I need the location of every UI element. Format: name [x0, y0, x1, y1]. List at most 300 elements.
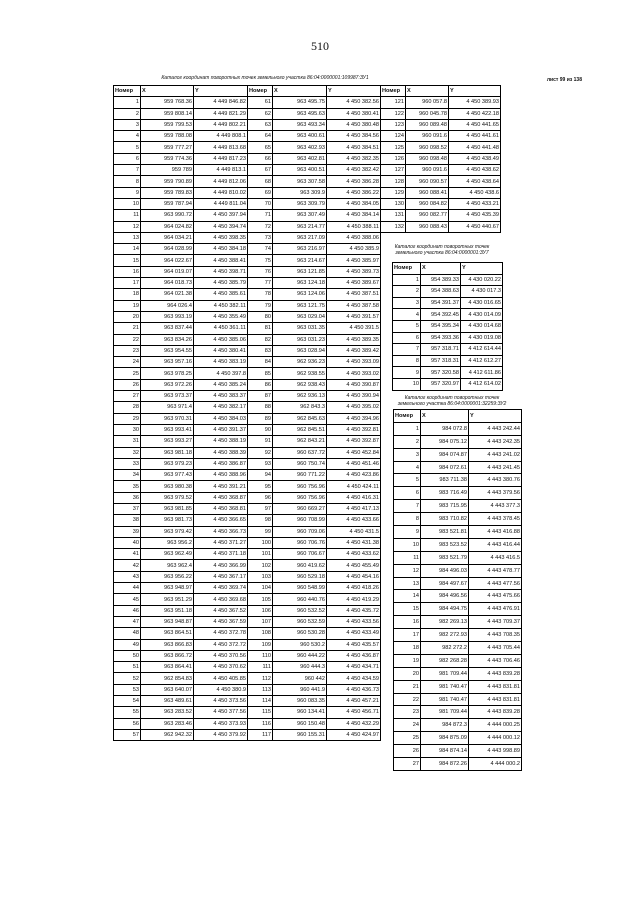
- x-coordinate: 960 134.41: [273, 707, 327, 718]
- x-coordinate: 963 031.23: [273, 334, 327, 345]
- x-coordinate: 962 938.55: [273, 368, 327, 379]
- y-coordinate: 4 450 367.59: [194, 616, 248, 627]
- x-coordinate: 983 710.82: [421, 513, 469, 526]
- x-coordinate: 960 530.2: [273, 639, 327, 650]
- y-coordinate: 4 450 386.87: [194, 458, 248, 469]
- point-number: 27: [394, 758, 421, 771]
- x-coordinate: 963 402.81: [273, 153, 327, 164]
- point-number: 1: [114, 97, 141, 108]
- point-number: 71: [248, 210, 273, 221]
- point-number: 24: [114, 357, 141, 368]
- y-coordinate: 4 412 614.02: [461, 378, 503, 390]
- point-number: 32: [114, 447, 141, 458]
- x-coordinate: 963 493.34: [273, 119, 327, 130]
- x-coordinate: 984 496.56: [421, 590, 469, 603]
- point-number: 84: [248, 357, 273, 368]
- x-coordinate: 982 269.13: [421, 616, 469, 629]
- y-coordinate: 4 450 382.35: [327, 153, 381, 164]
- point-number: 10: [393, 378, 421, 390]
- point-number: 116: [248, 718, 273, 729]
- point-number: 6: [114, 153, 141, 164]
- y-coordinate: 4 450 424.97: [327, 729, 381, 740]
- y-coordinate: 4 450 385.79: [194, 278, 248, 289]
- x-coordinate: 963 972.26: [141, 379, 194, 390]
- y-coordinate: 4 450 419.29: [327, 594, 381, 605]
- table-row: [394, 500, 522, 513]
- table-row: [394, 551, 522, 564]
- y-coordinate: 4 450 433.21: [449, 198, 501, 209]
- point-number: 75: [248, 255, 273, 266]
- table3-caption-line2: земельного участка 86:04:0000001:32259:ЗУ2: [397, 401, 507, 408]
- table-row: [394, 564, 522, 577]
- x-coordinate: 963 971.4: [141, 402, 194, 413]
- point-number: 45: [114, 594, 141, 605]
- y-coordinate: 4 450 355.49: [194, 311, 248, 322]
- x-coordinate: 981 709.44: [421, 706, 469, 719]
- y-coordinate: 4 449 810.02: [194, 187, 248, 198]
- x-coordinate: 963 124.18: [273, 278, 327, 289]
- table-row: [114, 97, 501, 108]
- y-coordinate: 4 450 388.41: [194, 255, 248, 266]
- y-coordinate: 4 450 382.56: [327, 97, 381, 108]
- table-row: [394, 487, 522, 500]
- y-coordinate: 4 450 433.49: [327, 628, 381, 639]
- y-coordinate: 4 450 389.73: [327, 266, 381, 277]
- point-number: 101: [248, 549, 273, 560]
- table-row: [394, 693, 522, 706]
- y-coordinate: 4 450 389.93: [449, 97, 501, 108]
- point-number: 3: [114, 119, 141, 130]
- point-number: 20: [394, 667, 421, 680]
- x-coordinate: 963 214.77: [273, 221, 327, 232]
- point-number: 16: [394, 616, 421, 629]
- table-row: [393, 274, 503, 286]
- x-coordinate: 962 843.3: [273, 402, 327, 413]
- y-coordinate: 4 450 389.42: [327, 345, 381, 356]
- point-number: 7: [114, 165, 141, 176]
- point-number: 42: [114, 560, 141, 571]
- point-number: 15: [394, 603, 421, 616]
- table-row: [393, 332, 503, 344]
- y-coordinate: 4 450 380.41: [327, 108, 381, 119]
- point-number: 98: [248, 515, 273, 526]
- y-coordinate: 4 450 370.56: [194, 650, 248, 661]
- point-number: 108: [248, 628, 273, 639]
- point-number: 9: [393, 367, 421, 379]
- table3-caption-line1: Каталог координат поворотных точек: [404, 395, 500, 401]
- x-coordinate: 960 706.67: [273, 549, 327, 560]
- x-coordinate: 960 756.96: [273, 492, 327, 503]
- y-coordinate: 4 450 405.85: [194, 673, 248, 684]
- point-number: 126: [381, 153, 406, 164]
- y-coordinate: 4 450 452.84: [327, 447, 381, 458]
- y-coordinate: 4 450 433.62: [327, 549, 381, 560]
- point-number: 27: [114, 391, 141, 402]
- x-coordinate: 957 320.58: [421, 367, 461, 379]
- point-number: 17: [394, 629, 421, 642]
- point-number: 57: [114, 729, 141, 740]
- point-number: 1: [394, 422, 421, 435]
- x-coordinate: 984 075.12: [421, 435, 469, 448]
- y-coordinate: 4 450 385.97: [327, 255, 381, 266]
- y-coordinate: 4 450 433.66: [327, 515, 381, 526]
- table2-caption: [372, 244, 512, 257]
- x-coordinate: 960 084.82: [406, 198, 449, 209]
- y-coordinate: 4 443 475.66: [469, 590, 522, 603]
- x-coordinate: 954 389.33: [421, 274, 461, 286]
- header-y: Y: [327, 86, 381, 97]
- x-coordinate: 960 756.96: [273, 481, 327, 492]
- table-row: [394, 680, 522, 693]
- table2-caption-line2: земельного участка 86:04:0000001:ЗУ7: [395, 250, 489, 257]
- y-coordinate: 4 450 380.41: [194, 345, 248, 356]
- y-coordinate: 4 450 377.56: [194, 707, 248, 718]
- point-number: 106: [248, 605, 273, 616]
- x-coordinate: 963 495.75: [273, 97, 327, 108]
- x-coordinate: 963 993.41: [141, 424, 194, 435]
- point-number: 93: [248, 458, 273, 469]
- x-coordinate: 960 529.18: [273, 571, 327, 582]
- point-number: 78: [248, 289, 273, 300]
- table3-caption: [382, 395, 522, 408]
- point-number: 5: [394, 474, 421, 487]
- y-coordinate: 4 450 392.87: [327, 436, 381, 447]
- point-number: 41: [114, 549, 141, 560]
- header-num: Номер: [381, 86, 406, 97]
- point-number: 22: [394, 693, 421, 706]
- x-coordinate: 963 402.93: [273, 142, 327, 153]
- y-coordinate: 4 449 813.1: [194, 165, 248, 176]
- x-coordinate: 963 400.61: [273, 131, 327, 142]
- x-coordinate: 960 442: [273, 673, 327, 684]
- y-coordinate: 4 450 392.81: [327, 424, 381, 435]
- point-number: 34: [114, 470, 141, 481]
- table-row: [114, 187, 501, 198]
- y-coordinate: 4 450 384.18: [194, 244, 248, 255]
- x-coordinate: 963 028.94: [273, 345, 327, 356]
- x-coordinate: 963 979.42: [141, 526, 194, 537]
- x-coordinate: 959 774.36: [141, 153, 194, 164]
- x-coordinate: 983 521.79: [421, 551, 469, 564]
- point-number: 110: [248, 650, 273, 661]
- table-row: [394, 422, 522, 435]
- y-coordinate: 4 450 454.16: [327, 571, 381, 582]
- point-number: 11: [114, 210, 141, 221]
- x-coordinate: 982 272.93: [421, 629, 469, 642]
- x-coordinate: 963 283.46: [141, 718, 194, 729]
- x-coordinate: 954 391.37: [421, 297, 461, 309]
- y-coordinate: 4 444 000.2: [469, 758, 522, 771]
- y-coordinate: 4 450 369.68: [194, 594, 248, 605]
- table-row: [393, 309, 503, 321]
- x-coordinate: 984 872.26: [421, 758, 469, 771]
- point-number: 2: [393, 286, 421, 298]
- y-coordinate: 4 450 394.74: [194, 221, 248, 232]
- x-coordinate: 964 024.82: [141, 221, 194, 232]
- x-coordinate: 963 981.73: [141, 515, 194, 526]
- point-number: 88: [248, 402, 273, 413]
- x-coordinate: 963 866.83: [141, 639, 194, 650]
- y-coordinate: 4 450 441.61: [449, 131, 501, 142]
- point-number: 3: [394, 448, 421, 461]
- point-number: 87: [248, 391, 273, 402]
- y-coordinate: 4 443 416.88: [469, 526, 522, 539]
- y-coordinate: 4 430 014.68: [461, 320, 503, 332]
- y-coordinate: 4 450 391.37: [194, 424, 248, 435]
- point-number: 86: [248, 379, 273, 390]
- point-number: 39: [114, 526, 141, 537]
- y-coordinate: 4 450 434.59: [327, 673, 381, 684]
- header-y: Y: [194, 86, 248, 97]
- x-coordinate: 963 214.67: [273, 255, 327, 266]
- y-coordinate: 4 412 611.86: [461, 367, 503, 379]
- y-coordinate: 4 449 812.06: [194, 176, 248, 187]
- y-coordinate: 4 450 395.02: [327, 402, 381, 413]
- y-coordinate: 4 443 478.77: [469, 564, 522, 577]
- point-number: 11: [394, 551, 421, 564]
- point-number: 4: [393, 309, 421, 321]
- x-coordinate: 960 089.48: [406, 119, 449, 130]
- point-number: 24: [394, 719, 421, 732]
- y-coordinate: 4 450 385.06: [194, 334, 248, 345]
- point-number: 52: [114, 673, 141, 684]
- y-coordinate: 4 450 382.17: [194, 402, 248, 413]
- x-coordinate: 960 706.76: [273, 537, 327, 548]
- point-number: 9: [394, 526, 421, 539]
- table-row: [114, 198, 501, 209]
- table-row: [114, 210, 501, 221]
- y-coordinate: 4 450 432.29: [327, 718, 381, 729]
- point-number: 21: [114, 323, 141, 334]
- point-number: 64: [248, 131, 273, 142]
- y-coordinate: 4 443 377.3: [469, 500, 522, 513]
- point-number: 51: [114, 662, 141, 673]
- point-number: 10: [394, 538, 421, 551]
- x-coordinate: 962 845.63: [273, 413, 327, 424]
- point-number: 4: [114, 131, 141, 142]
- point-number: 14: [394, 590, 421, 603]
- header-num: Номер: [393, 263, 421, 275]
- point-number: 38: [114, 515, 141, 526]
- table-row: [393, 297, 503, 309]
- y-coordinate: 4 450 379.92: [194, 729, 248, 740]
- y-coordinate: 4 430 016.65: [461, 297, 503, 309]
- y-coordinate: 4 443 242.44: [469, 422, 522, 435]
- y-coordinate: 4 450 384.05: [327, 198, 381, 209]
- x-coordinate: 960 088.43: [406, 221, 449, 232]
- y-coordinate: 4 450 385.24: [194, 379, 248, 390]
- y-coordinate: 4 450 435.39: [449, 210, 501, 221]
- y-coordinate: 4 450 384.03: [194, 413, 248, 424]
- y-coordinate: 4 449 846.82: [194, 97, 248, 108]
- x-coordinate: 963 993.27: [141, 436, 194, 447]
- point-number: 95: [248, 481, 273, 492]
- point-number: 94: [248, 470, 273, 481]
- point-number: 13: [394, 577, 421, 590]
- x-coordinate: 984 074.87: [421, 448, 469, 461]
- y-coordinate: 4 449 802.21: [194, 119, 248, 130]
- y-coordinate: 4 450 388.11: [327, 221, 381, 232]
- y-coordinate: 4 450 387.51: [327, 289, 381, 300]
- x-coordinate: 962 845.51: [273, 424, 327, 435]
- point-number: 12: [114, 221, 141, 232]
- point-number: 122: [381, 108, 406, 119]
- sheet-label: лист 99 из 138: [546, 77, 582, 83]
- table-row: [114, 153, 501, 164]
- y-coordinate: 4 450 391.21: [194, 481, 248, 492]
- x-coordinate: 954 395.34: [421, 320, 461, 332]
- y-coordinate: 4 443 477.56: [469, 577, 522, 590]
- y-coordinate: 4 450 431.38: [327, 537, 381, 548]
- header-x: X: [421, 263, 461, 275]
- x-coordinate: 963 216.97: [273, 244, 327, 255]
- point-number: 6: [394, 487, 421, 500]
- x-coordinate: 963 962.4: [141, 560, 194, 571]
- y-coordinate: 4 450 384.56: [327, 131, 381, 142]
- x-coordinate: 984 497.67: [421, 577, 469, 590]
- table-row: [394, 448, 522, 461]
- y-coordinate: 4 449 817.23: [194, 153, 248, 164]
- x-coordinate: 963 956.2: [141, 537, 194, 548]
- x-coordinate: 984 494.75: [421, 603, 469, 616]
- x-coordinate: 960 444.22: [273, 650, 327, 661]
- table-row: [394, 603, 522, 616]
- point-number: 62: [248, 108, 273, 119]
- table-row: [114, 108, 501, 119]
- point-number: 132: [381, 221, 406, 232]
- point-number: 25: [114, 368, 141, 379]
- table-row: [114, 165, 501, 176]
- point-number: 67: [248, 165, 273, 176]
- y-coordinate: 4 450 388.06: [327, 232, 381, 243]
- x-coordinate: 963 866.72: [141, 650, 194, 661]
- y-coordinate: 4 450 368.81: [194, 503, 248, 514]
- point-number: 81: [248, 323, 273, 334]
- table-row: [114, 142, 501, 153]
- y-coordinate: 4 443 379.56: [469, 487, 522, 500]
- point-number: 28: [114, 402, 141, 413]
- y-coordinate: 4 450 438.64: [449, 176, 501, 187]
- x-coordinate: 984 496.03: [421, 564, 469, 577]
- x-coordinate: 983 715.95: [421, 500, 469, 513]
- y-coordinate: 4 430 020.22: [461, 274, 503, 286]
- y-coordinate: 4 450 361.11: [194, 323, 248, 334]
- table2-coordinate-table: [392, 262, 503, 391]
- y-coordinate: 4 450 424.11: [327, 481, 381, 492]
- y-coordinate: 4 450 441.48: [449, 142, 501, 153]
- point-number: 25: [394, 732, 421, 745]
- table-row: [394, 513, 522, 526]
- y-coordinate: 4 443 705.44: [469, 642, 522, 655]
- table-row: [394, 654, 522, 667]
- point-number: 3: [393, 297, 421, 309]
- point-number: 73: [248, 232, 273, 243]
- point-number: 13: [114, 232, 141, 243]
- x-coordinate: 982 272.2: [421, 642, 469, 655]
- x-coordinate: 962 843.21: [273, 436, 327, 447]
- point-number: 61: [248, 97, 273, 108]
- point-number: 100: [248, 537, 273, 548]
- x-coordinate: 962 854.83: [141, 673, 194, 684]
- point-number: 36: [114, 492, 141, 503]
- y-coordinate: 4 443 416.44: [469, 538, 522, 551]
- x-coordinate: 983 716.49: [421, 487, 469, 500]
- y-coordinate: 4 450 391.5: [327, 323, 381, 334]
- point-number: 35: [114, 481, 141, 492]
- y-coordinate: 4 450 373.56: [194, 696, 248, 707]
- x-coordinate: 984 072.61: [421, 461, 469, 474]
- table-row: [394, 667, 522, 680]
- x-coordinate: 963 957.16: [141, 357, 194, 368]
- header-x: X: [406, 86, 449, 97]
- x-coordinate: 963 307.49: [273, 210, 327, 221]
- x-coordinate: 984 874.14: [421, 745, 469, 758]
- y-coordinate: 4 450 451.46: [327, 458, 381, 469]
- y-coordinate: 4 450 380.9: [194, 684, 248, 695]
- table3-header-row: [394, 410, 522, 423]
- x-coordinate: 959 790.89: [141, 176, 194, 187]
- y-coordinate: 4 450 435.57: [327, 639, 381, 650]
- y-coordinate: 4 450 438.49: [449, 153, 501, 164]
- point-number: 2: [114, 108, 141, 119]
- y-coordinate: 4 443 242.35: [469, 435, 522, 448]
- y-coordinate: 4 449 811.04: [194, 198, 248, 209]
- y-coordinate: 4 450 393.09: [327, 357, 381, 368]
- x-coordinate: 960 098.48: [406, 153, 449, 164]
- x-coordinate: 983 521.81: [421, 526, 469, 539]
- x-coordinate: 963 307.58: [273, 176, 327, 187]
- x-coordinate: 957 320.97: [421, 378, 461, 390]
- x-coordinate: 964 021.38: [141, 289, 194, 300]
- y-coordinate: 4 450 438.62: [449, 165, 501, 176]
- x-coordinate: 963 978.25: [141, 368, 194, 379]
- y-coordinate: 4 450 398.71: [194, 266, 248, 277]
- point-number: 128: [381, 176, 406, 187]
- y-coordinate: 4 450 366.73: [194, 526, 248, 537]
- point-number: 125: [381, 142, 406, 153]
- y-coordinate: 4 449 813.68: [194, 142, 248, 153]
- x-coordinate: 959 788.08: [141, 131, 194, 142]
- point-number: 40: [114, 537, 141, 548]
- point-number: 123: [381, 119, 406, 130]
- table-row: [394, 642, 522, 655]
- point-number: 16: [114, 266, 141, 277]
- x-coordinate: 963 837.44: [141, 323, 194, 334]
- x-coordinate: 960 532.59: [273, 616, 327, 627]
- table-row: [394, 706, 522, 719]
- point-number: 111: [248, 662, 273, 673]
- y-coordinate: 4 443 241.02: [469, 448, 522, 461]
- point-number: 21: [394, 680, 421, 693]
- table-row: [114, 119, 501, 130]
- point-number: 6: [393, 332, 421, 344]
- x-coordinate: 960 155.31: [273, 729, 327, 740]
- y-coordinate: 4 450 386.28: [327, 176, 381, 187]
- x-coordinate: 959 789.83: [141, 187, 194, 198]
- point-number: 12: [394, 564, 421, 577]
- x-coordinate: 963 979.52: [141, 492, 194, 503]
- x-coordinate: 959 789: [141, 165, 194, 176]
- x-coordinate: 963 121.85: [273, 266, 327, 277]
- point-number: 109: [248, 639, 273, 650]
- y-coordinate: 4 450 366.65: [194, 515, 248, 526]
- y-coordinate: 4 450 382.42: [327, 165, 381, 176]
- x-coordinate: 960 098.52: [406, 142, 449, 153]
- point-number: 92: [248, 447, 273, 458]
- table-row: [393, 320, 503, 332]
- point-number: 104: [248, 583, 273, 594]
- point-number: 112: [248, 673, 273, 684]
